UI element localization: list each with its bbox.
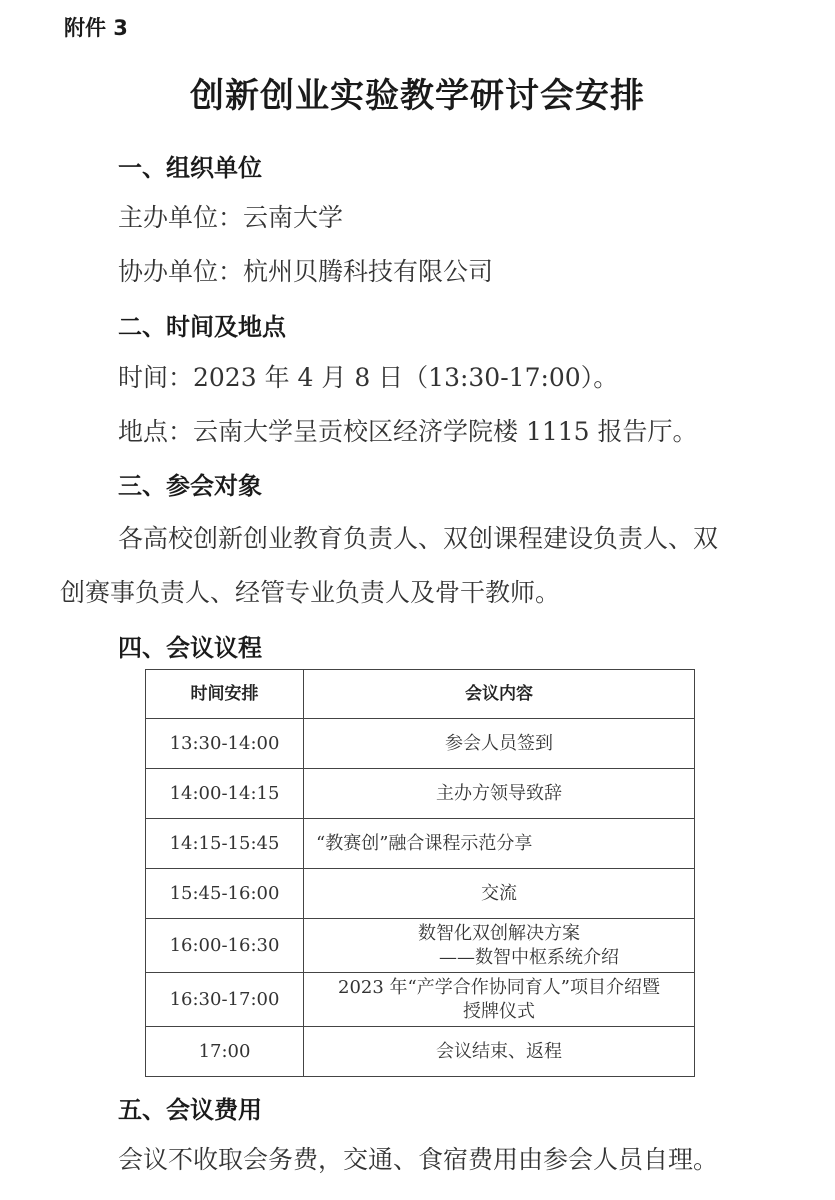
table-row xyxy=(146,819,695,869)
co-organizer: 协办单位：杭州贝腾科技有限公司 xyxy=(118,257,494,286)
table-row xyxy=(146,1027,695,1077)
table-header-row xyxy=(146,670,695,719)
agenda-time: 16:30-17:00 xyxy=(146,973,304,1027)
agenda-content xyxy=(304,919,695,973)
agenda-content: 参会人员签到 xyxy=(304,719,695,769)
agenda-time: 16:00-16:30 xyxy=(146,919,304,973)
section-heading-organizers: 一、组织单位 xyxy=(118,154,262,182)
agenda-time: 14:00-14:15 xyxy=(146,769,304,819)
section-heading-time-place: 二、时间及地点 xyxy=(118,313,286,341)
agenda-content-line-1: 2023 年“产学合作协同育人”项目介绍暨 xyxy=(338,976,660,998)
agenda-content: 交流 xyxy=(304,869,695,919)
agenda-content: 主办方领导致辞 xyxy=(304,769,695,819)
participants-line-1: 各高校创新创业教育负责人、双创课程建设负责人、双 xyxy=(118,524,719,553)
agenda-time: 13:30-14:00 xyxy=(146,719,304,769)
col-header-content: 会议内容 xyxy=(304,670,695,719)
agenda-content xyxy=(304,973,695,1027)
table-row xyxy=(146,769,695,819)
meeting-time: 时间：2023 年 4 月 8 日（13:30-17:00）。 xyxy=(118,363,619,392)
table-row xyxy=(146,869,695,919)
agenda-content-line-1: 数智化双创解决方案 xyxy=(418,922,580,944)
table-row xyxy=(146,919,695,973)
agenda-time: 15:45-16:00 xyxy=(146,869,304,919)
agenda-table xyxy=(145,669,695,1077)
section-heading-agenda: 四、会议议程 xyxy=(118,634,262,662)
table-row xyxy=(146,973,695,1027)
section-heading-participants: 三、参会对象 xyxy=(118,472,262,500)
agenda-content: 会议结束、返程 xyxy=(304,1027,695,1077)
page-title: 创新创业实验教学研讨会安排 xyxy=(190,76,645,116)
participants-line-2: 创赛事负责人、经管专业负责人及骨干教师。 xyxy=(60,578,561,607)
agenda-content: “教赛创”融合课程示范分享 xyxy=(304,819,695,869)
col-header-time: 时间安排 xyxy=(146,670,304,719)
table-row xyxy=(146,719,695,769)
meeting-place: 地点：云南大学呈贡校区经济学院楼 1115 报告厅。 xyxy=(118,417,698,446)
section-heading-fees: 五、会议费用 xyxy=(118,1096,262,1124)
agenda-time: 14:15-15:45 xyxy=(146,819,304,869)
agenda-time: 17:00 xyxy=(146,1027,304,1077)
host-organizer: 主办单位：云南大学 xyxy=(118,203,344,232)
agenda-content-line-2: ——数智中枢系统介绍 xyxy=(439,946,619,968)
attachment-label: 附件 3 xyxy=(64,16,128,40)
fees-text: 会议不收取会务费，交通、食宿费用由参会人员自理。 xyxy=(118,1145,719,1174)
agenda-content-line-2: 授牌仪式 xyxy=(463,1000,535,1022)
